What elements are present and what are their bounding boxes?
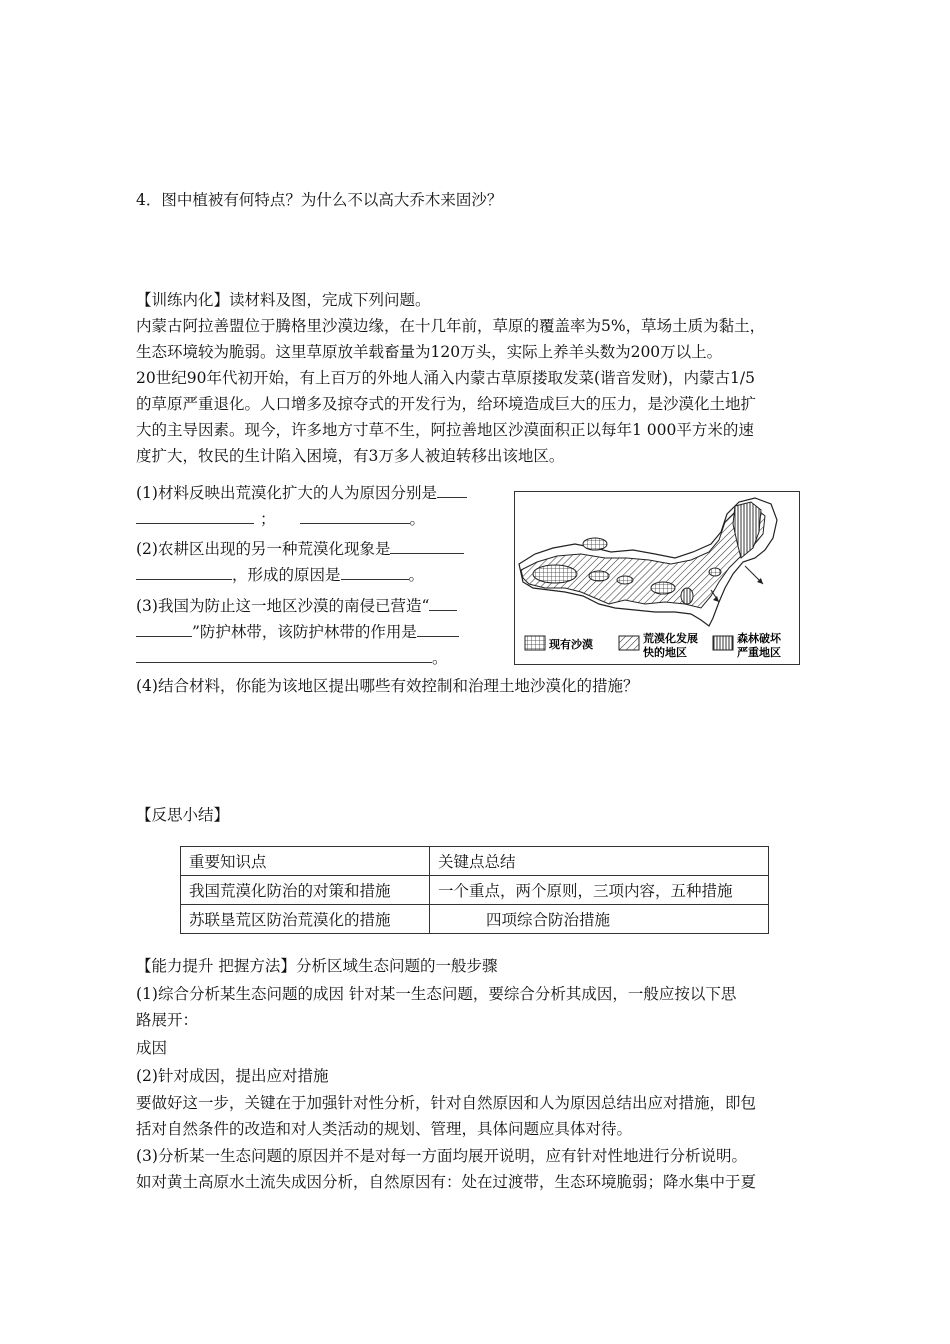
ability-line: 要做好这一步，关键在于加强针对性分析，针对自然原因和人为原因总结出应对措施，即包 bbox=[136, 1094, 757, 1112]
ability-line: (1)综合分析某生态问题的成因 针对某一生态问题，要综合分析其成因，一般应按以下思 bbox=[136, 985, 737, 1003]
desert-area bbox=[533, 565, 577, 583]
sub-question-1: (1)材料反映出荒漠化扩大的人为原因分别是 bbox=[136, 482, 467, 503]
legend-label-desert: 现有沙漠 bbox=[549, 638, 593, 651]
legend-swatch-rapid-desertification bbox=[619, 636, 639, 650]
desert-area bbox=[709, 568, 721, 576]
answer-blank[interactable] bbox=[390, 538, 464, 554]
legend-label-forest-2: 严重地区 bbox=[737, 646, 781, 659]
sub-question-2: (2)农耕区出现的另一种荒漠化现象是 bbox=[136, 538, 464, 559]
material-line: 大的主导因素。现今，许多地方寸草不生，阿拉善地区沙漠面积正以每年1 000平方米的速 bbox=[136, 421, 754, 439]
training-heading-line bbox=[136, 290, 431, 310]
answer-blank[interactable] bbox=[300, 508, 410, 524]
ability-line: 括对自然条件的改造和对人类活动的规划、管理，具体问题应具体对待。 bbox=[136, 1120, 633, 1138]
sub-question-2-cont: ，形成的原因是 。 bbox=[136, 564, 424, 585]
desert-area bbox=[583, 538, 607, 550]
answer-blank[interactable] bbox=[341, 564, 409, 580]
map-drawing bbox=[515, 492, 799, 664]
training-heading: 【训练内化】 bbox=[136, 291, 230, 309]
material-line: 度扩大，牧民的生计陷入困境，有3万多人被迫转移出该地区。 bbox=[136, 447, 565, 465]
question-4: 4．图中植被有何特点？为什么不以高大乔木来固沙？ bbox=[136, 191, 503, 209]
table-header: 关键点总结 bbox=[430, 847, 769, 876]
legend-label-rapid-1: 荒漠化发展 bbox=[643, 632, 698, 645]
desert-area bbox=[589, 571, 609, 581]
table-row bbox=[181, 876, 769, 905]
desertification-map bbox=[514, 491, 800, 665]
table-header: 重要知识点 bbox=[181, 847, 430, 876]
ability-line: (2)针对成因，提出应对措施 bbox=[136, 1067, 329, 1085]
ability-line: (3)分析某一生态问题的原因并不是对每一方面均展开说明，应有针对性地进行分析说明。 bbox=[136, 1147, 747, 1165]
legend-label-rapid-2: 快的地区 bbox=[643, 646, 687, 659]
table-row bbox=[181, 905, 769, 934]
answer-blank[interactable] bbox=[136, 647, 432, 663]
table-cell: 四项综合防治措施 bbox=[430, 905, 769, 934]
desert-area bbox=[617, 576, 633, 584]
ability-heading: 【能力提升 把握方法】 bbox=[136, 957, 296, 975]
answer-blank[interactable] bbox=[136, 564, 232, 580]
ability-line: 路展开： bbox=[136, 1011, 199, 1029]
ability-line: 如对黄土高原水土流失成因分析，自然原因有：处在过渡带，生态环境脆弱；降水集中于夏 bbox=[136, 1173, 757, 1191]
table-row bbox=[181, 847, 769, 876]
sub-question-3-end: 。 bbox=[136, 647, 448, 668]
sub-question-1-cont: ； 。 bbox=[136, 508, 425, 529]
answer-blank[interactable] bbox=[429, 595, 457, 611]
sub-question-3: (3)我国为防止这一地区沙漠的南侵已营造“ bbox=[136, 595, 457, 616]
training-instruction: 读材料及图，完成下列问题。 bbox=[229, 291, 431, 309]
legend-label-forest-1: 森林破坏 bbox=[737, 632, 781, 645]
table-cell: 我国荒漠化防治的对策和措施 bbox=[181, 876, 430, 905]
rapid-desertification-area bbox=[521, 506, 765, 608]
table-cell: 一个重点，两个原则，三项内容，五种措施 bbox=[430, 876, 769, 905]
table-cell: 苏联垦荒区防治荒漠化的措施 bbox=[181, 905, 430, 934]
material-line: 内蒙古阿拉善盟位于腾格里沙漠边缘，在十几年前，草原的覆盖率为5%，草场土质为黏土， bbox=[136, 317, 766, 335]
ability-subtitle: 分析区域生态问题的一般步骤 bbox=[295, 957, 498, 975]
legend-swatch-forest-destruction bbox=[713, 636, 733, 650]
desert-area bbox=[651, 582, 675, 594]
legend-swatch-desert bbox=[525, 636, 545, 650]
ability-line: 成因 bbox=[136, 1039, 168, 1057]
sub-question-3-cont: ”防护林带，该防护林带的作用是 bbox=[136, 621, 459, 642]
answer-blank[interactable] bbox=[417, 621, 459, 637]
ability-heading-line bbox=[136, 956, 497, 976]
sub-question-4: (4)结合材料，你能为该地区提出哪些有效控制和治理土地沙漠化的措施？ bbox=[136, 677, 639, 695]
summary-table bbox=[180, 846, 769, 934]
answer-blank[interactable] bbox=[136, 621, 192, 637]
reflection-heading: 【反思小结】 bbox=[136, 806, 230, 824]
answer-blank[interactable] bbox=[136, 508, 254, 524]
material-line: 20世纪90年代初开始，有上百万的外地人涌入内蒙古草原搂取发菜(谐音发财)，内蒙古1/5 bbox=[136, 369, 755, 387]
answer-blank[interactable] bbox=[437, 482, 467, 498]
material-line: 的草原严重退化。人口增多及掠夺式的开发行为，给环境造成巨大的压力，是沙漠化土地扩 bbox=[136, 395, 757, 413]
forest-destruction-area bbox=[681, 588, 693, 604]
material-line: 生态环境较为脆弱。这里草原放羊载畜量为120万头，实际上养羊头数为200万以上。 bbox=[136, 343, 723, 361]
